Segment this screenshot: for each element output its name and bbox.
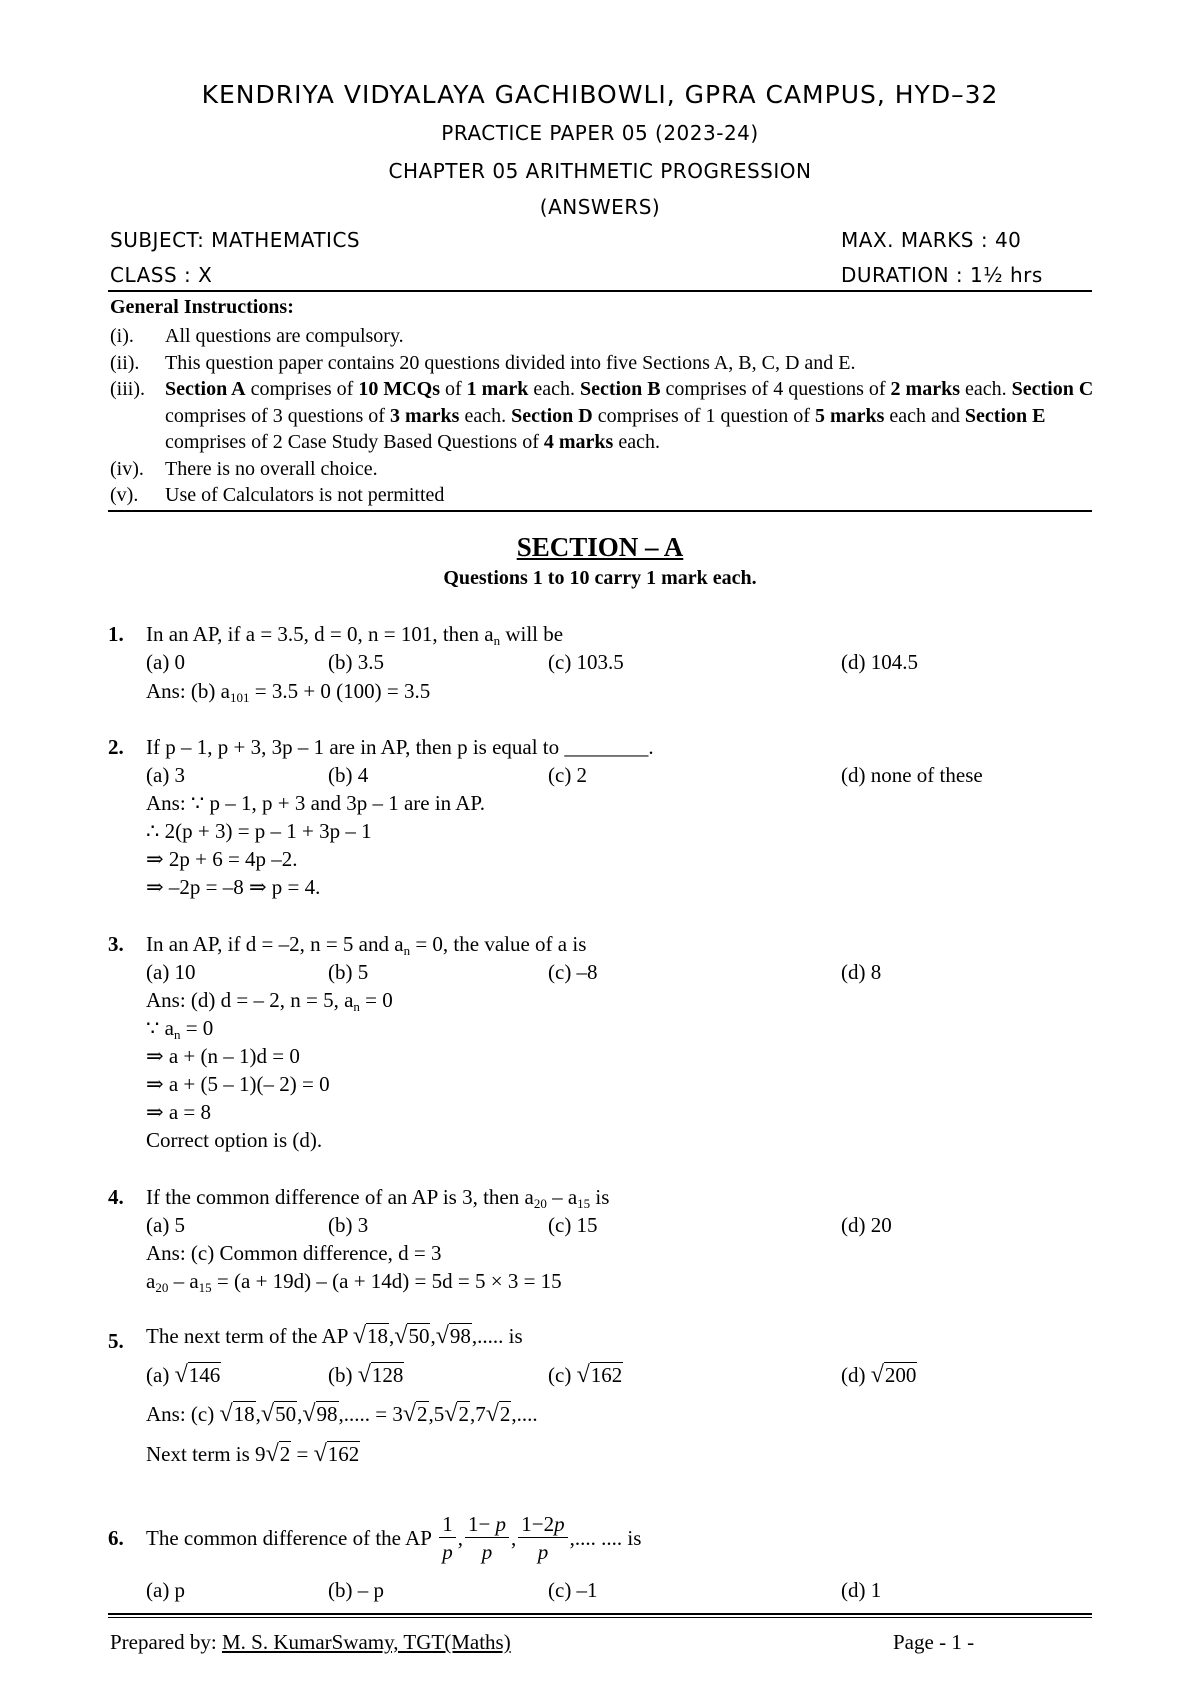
question-stem: In an AP, if a = 3.5, d = 0, n = 101, then $a_n$ will be [146, 622, 564, 648]
answer-line: ⇒ 2p + 6 = 4p –2. [146, 847, 298, 871]
option-c: (c) –8 [548, 960, 598, 984]
option-d: (d) 104.5 [841, 650, 918, 674]
answer-line: ⇒ a + (5 – 1)(– 2) = 0 [146, 1072, 330, 1096]
footer-divider-top [108, 1613, 1092, 1615]
page-number: Page - 1 - [893, 1630, 975, 1654]
answer-line: Ans: (c) Common difference, d = 3 [146, 1241, 442, 1265]
instruction-item [110, 482, 1095, 509]
class-label: CLASS : X [110, 263, 213, 287]
footer-credit [110, 1630, 511, 1655]
option-d: (d) 1 [841, 1578, 882, 1602]
option-c: (c) –1 [548, 1578, 598, 1602]
option-d: (d) 8 [841, 960, 882, 984]
option-a: (a) p [146, 1578, 186, 1602]
answer-line: ⇒ –2p = –8 ⇒ p = 4. [146, 875, 321, 899]
answer-line: ⇒ a = 8 [146, 1100, 212, 1124]
option-c: (c) 103.5 [548, 650, 624, 674]
paper-title: PRACTICE PAPER 05 (2023-24) [441, 121, 759, 145]
instruction-item [110, 376, 1095, 456]
answer-line: ∵ $a_n = 0$ [146, 1016, 214, 1042]
question-number: 6. [108, 1526, 124, 1550]
option-a: (a) 5 [146, 1213, 186, 1237]
instruction-num: (iv). [110, 457, 144, 480]
stem-text: The next term of the AP [146, 1324, 348, 1348]
instructions-divider [108, 510, 1092, 512]
answers-label: (ANSWERS) [539, 195, 661, 219]
question-number: 5. [108, 1329, 124, 1353]
question-stem: If p – 1, p + 3, 3p – 1 are in AP, then p is equal to ________. [146, 735, 654, 759]
option-d: (d) none of these [841, 763, 983, 787]
instruction-num: (i). [110, 325, 134, 347]
option-c: (c) √162 [548, 1362, 623, 1388]
max-marks-label: MAX. MARKS : 40 [841, 228, 1022, 252]
section-title-text: SECTION – A [516, 532, 684, 562]
instruction-text-formatted: Section A comprises of 10 MCQs of 1 mark each. Section B comprises of 4 questions of 2 marks each. Section C comprises of 3 questions of 3 marks each. Section D comprises of 1 question of 5 marks each and Section E comprises of 2 Case Study Based Questions of 4 marks each. [165, 378, 1094, 453]
footer-divider-bottom [108, 1617, 1092, 1618]
answer-line: ∴ 2(p + 3) = p – 1 + 3p – 1 [146, 819, 372, 843]
instruction-item [110, 350, 1095, 377]
instruction-item [110, 456, 1095, 483]
option-b: (b) √128 [328, 1362, 404, 1388]
instruction-text: Use of Calculators is not permitted [165, 484, 445, 506]
instruction-item [110, 323, 1095, 350]
stem-text: The common difference of the AP [146, 1526, 432, 1550]
answer-line: Next term is 9√2 = √162 [146, 1441, 360, 1467]
instruction-text: There is no overall choice. [165, 457, 378, 480]
question-stem: In an AP, if d = –2, n = 5 and $a_n = 0$, the value of a is [146, 932, 587, 958]
header-divider [108, 290, 1092, 292]
footer-prepared-label: Prepared by: [110, 1630, 217, 1654]
school-name: KENDRIYA VIDYALAYA GACHIBOWLI, GPRA CAMPUS, HYD–32 [201, 80, 999, 109]
option-b: (b) – p [328, 1578, 384, 1602]
instruction-num: (ii). [110, 351, 140, 374]
option-b: (b) 3.5 [328, 650, 384, 674]
question-stem: The next term of the AP √18,√50,√98,..... is [146, 1323, 523, 1349]
question-stem: If the common difference of an AP is 3, then $a_{20} - a_{15}$ is [146, 1185, 610, 1211]
question-stem: The common difference of the AP $\frac{1}{p}$ , $\frac{1- p}{p}$ , $\frac{1-2p}{p}$ ,.... .... is [146, 1511, 642, 1564]
option-b: (b) 4 [328, 763, 369, 787]
question-number: 2. [108, 735, 124, 759]
option-a: (a) 0 [146, 650, 186, 674]
chapter-title: CHAPTER 05 ARITHMETIC PROGRESSION [388, 159, 812, 183]
answer-line: Correct option is (d). [146, 1128, 323, 1152]
instructions-title: General Instructions: [110, 296, 294, 318]
instructions-list [110, 323, 1095, 509]
answer: Ans: (b) $a_{101} = 3.5 + 0$ (100) = 3.5 [146, 679, 431, 705]
footer-author: M. S. KumarSwamy, TGT(Maths) [221, 1630, 511, 1654]
instruction-text: This question paper contains 20 questions divided into five Sections A, B, C, D and E. [165, 351, 856, 374]
option-a: (a) 10 [146, 960, 196, 984]
option-b: (b) 3 [328, 1213, 369, 1237]
option-d: (d) 20 [841, 1213, 892, 1237]
question-number: 3. [108, 932, 124, 956]
option-a: (a) √146 [146, 1362, 221, 1388]
option-a: (a) 3 [146, 763, 186, 787]
option-d: (d) √200 [841, 1362, 917, 1388]
subject-label: SUBJECT: MATHEMATICS [110, 228, 361, 252]
answer-line: Ans: (c) √18,√50,√98,..... = 3√2,5√2,7√2,.... [146, 1401, 538, 1427]
answer-line: Ans: ∵ p – 1, p + 3 and 3p – 1 are in AP. [146, 791, 486, 815]
answer-line: $a_{20} - a_{15} = (a + 19d) - (a + 14d) = 5d = 5 \times 3 = 15$ [146, 1269, 562, 1295]
instruction-text: All questions are compulsory. [165, 325, 404, 347]
section-title [0, 532, 1200, 563]
answer-line: Ans: (d) d = – 2, n = 5, $a_n = 0$ [146, 988, 393, 1014]
question-number: 1. [108, 622, 124, 646]
duration-label: DURATION : 1½ hrs [841, 263, 1043, 287]
section-subtitle: Questions 1 to 10 carry 1 mark each. [443, 567, 757, 589]
instruction-num: (iii). [110, 378, 145, 400]
answer-line: ⇒ a + (n – 1)d = 0 [146, 1044, 300, 1068]
instruction-num: (v). [110, 484, 139, 506]
option-c: (c) 2 [548, 763, 588, 787]
option-c: (c) 15 [548, 1213, 598, 1237]
question-number: 4. [108, 1185, 124, 1209]
option-b: (b) 5 [328, 960, 369, 984]
